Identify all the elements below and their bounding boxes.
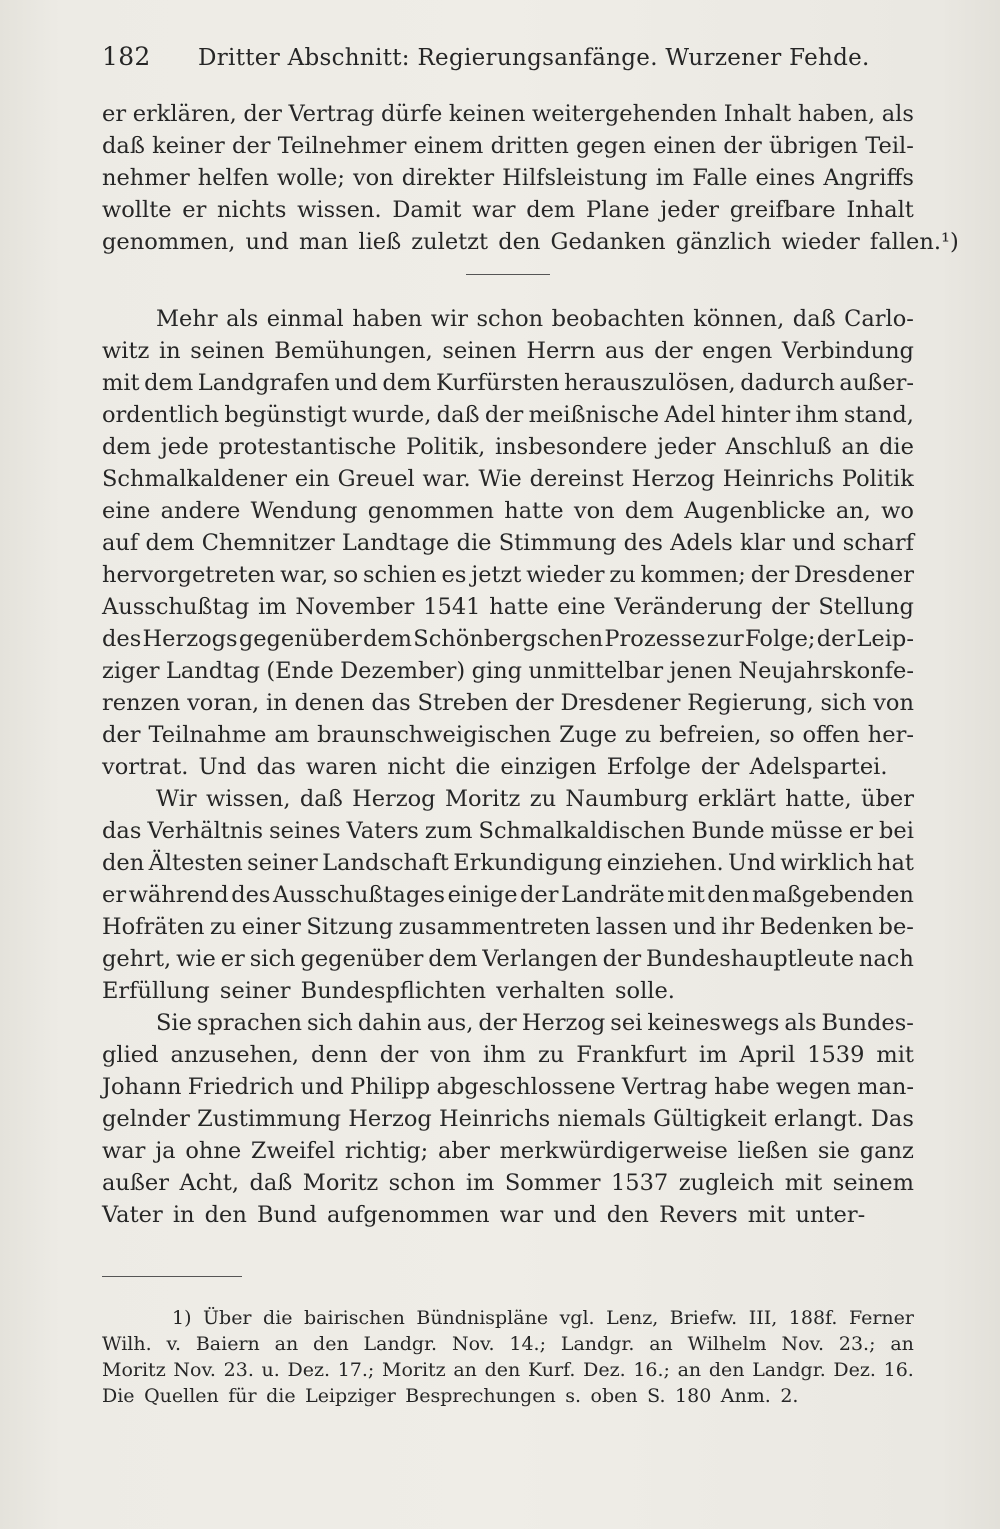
footnote-line: 1) Über die bairischen Bündnispläne vgl. Lenz, Briefw. III, 188f. Ferner — [172, 1307, 914, 1329]
text-line: hervorgetreten war, so schien es jetzt wieder zu kommen; der Dresdener — [102, 562, 914, 588]
text-line: der Teilnahme am braunschweigischen Zuge zu befreien, so offen her- — [102, 722, 914, 748]
text-line: genommen, und man ließ zuletzt den Gedanken gänzlich wieder fallen.¹) — [102, 229, 959, 255]
text-line: war ja ohne Zweifel richtig; aber merkwürdigerweise ließen sie ganz — [102, 1138, 914, 1164]
text-line: ziger Landtag (Ende Dezember) ging unmittelbar jenen Neujahrskonfe- — [102, 658, 914, 684]
text-line: glied anzusehen, denn der von ihm zu Frankfurt im April 1539 mit — [102, 1042, 914, 1068]
text-line: das Verhältnis seines Vaters zum Schmalkaldischen Bunde müsse er bei — [102, 818, 914, 844]
page-header — [102, 42, 912, 78]
text-line: Sie sprachen sich dahin aus, der Herzog sei keineswegs als Bundes- — [156, 1010, 914, 1036]
text-line: daß keiner der Teilnehmer einem dritten gegen einen der übrigen Teil- — [102, 133, 914, 159]
section-divider — [466, 274, 550, 275]
text-line: Schmalkaldener ein Greuel war. Wie dereinst Herzog Heinrichs Politik — [102, 466, 914, 492]
text-line: Johann Friedrich und Philipp abgeschlossene Vertrag habe wegen man- — [102, 1074, 914, 1100]
text-line: Mehr als einmal haben wir schon beobachten können, daß Carlo- — [156, 306, 914, 332]
text-line: nehmer helfen wolle; von direkter Hilfsleistung im Falle eines Angriffs — [102, 165, 914, 191]
paragraph — [102, 783, 914, 1007]
paragraph — [102, 303, 914, 783]
text-line: Vater in den Bund aufgenommen war und den Revers mit unter- — [102, 1202, 866, 1228]
text-line: Hofräten zu einer Sitzung zusammentreten lassen und ihr Bedenken be- — [102, 914, 914, 940]
text-line: Wir wissen, daß Herzog Moritz zu Naumburg erklärt hatte, über — [156, 786, 914, 812]
text-line: Erfüllung seiner Bundespflichten verhalten solle. — [102, 978, 675, 1004]
footnotes — [102, 1305, 914, 1409]
text-line: außer Acht, daß Moritz schon im Sommer 1537 zugleich mit seinem — [102, 1170, 914, 1196]
text-line: den Ältesten seiner Landschaft Erkundigung einziehen. Und wirklich hat — [102, 850, 914, 876]
text-line: auf dem Chemnitzer Landtage die Stimmung des Adels klar und scharf — [102, 530, 914, 556]
text-line: dem jede protestantische Politik, insbesondere jeder Anschluß an die — [102, 434, 914, 460]
footnote-rule — [102, 1276, 242, 1277]
text-line: er erklären, der Vertrag dürfe keinen weitergehenden Inhalt haben, als — [102, 101, 914, 127]
text-line: witz in seinen Bemühungen, seinen Herrn aus der engen Verbindung — [102, 338, 914, 364]
text-line: gelnder Zustimmung Herzog Heinrichs niemals Gültigkeit erlangt. Das — [102, 1106, 914, 1132]
text-line: vortrat. Und das waren nicht die einzigen Erfolge der Adelspartei. — [102, 754, 888, 780]
footnote-line: Moritz Nov. 23. u. Dez. 17.; Moritz an den Kurf. Dez. 16.; an den Landgr. Dez. 16. — [102, 1359, 914, 1381]
text-line: wollte er nichts wissen. Damit war dem Plane jeder greifbare Inhalt — [102, 197, 914, 223]
text-line: Ausschußtag im November 1541 hatte eine Veränderung der Stellung — [102, 594, 914, 620]
text-line: gehrt, wie er sich gegenüber dem Verlangen der Bundeshauptleute nach — [102, 946, 914, 972]
footnote-line: Die Quellen für die Leipziger Besprechungen s. oben S. 180 Anm. 2. — [102, 1385, 799, 1407]
page-number: 182 — [102, 42, 151, 71]
text-line: eine andere Wendung genommen hatte von dem Augenblicke an, wo — [102, 498, 914, 524]
body-text — [102, 98, 959, 1231]
text-line: renzen voran, in denen das Streben der Dresdener Regierung, sich von — [102, 690, 914, 716]
text-line: ordentlich begünstigt wurde, daß der meißnische Adel hinter ihm stand, — [102, 402, 914, 428]
text-line: mit dem Landgrafen und dem Kurfürsten herauszulösen, dadurch außer- — [102, 370, 914, 396]
paragraph — [102, 98, 959, 258]
text-line: er während des Ausschußtages einige der Landräte mit den maßgebenden — [102, 882, 914, 908]
running-head: Dritter Abschnitt: Regierungsanfänge. Wurzener Fehde. — [198, 45, 870, 71]
paragraph — [102, 1007, 914, 1231]
text-line: des Herzogs gegenüber dem Schönbergschen Prozesse zur Folge; der Leip- — [102, 626, 914, 652]
footnote-line: Wilh. v. Baiern an den Landgr. Nov. 14.; Landgr. an Wilhelm Nov. 23.; an — [102, 1333, 914, 1355]
